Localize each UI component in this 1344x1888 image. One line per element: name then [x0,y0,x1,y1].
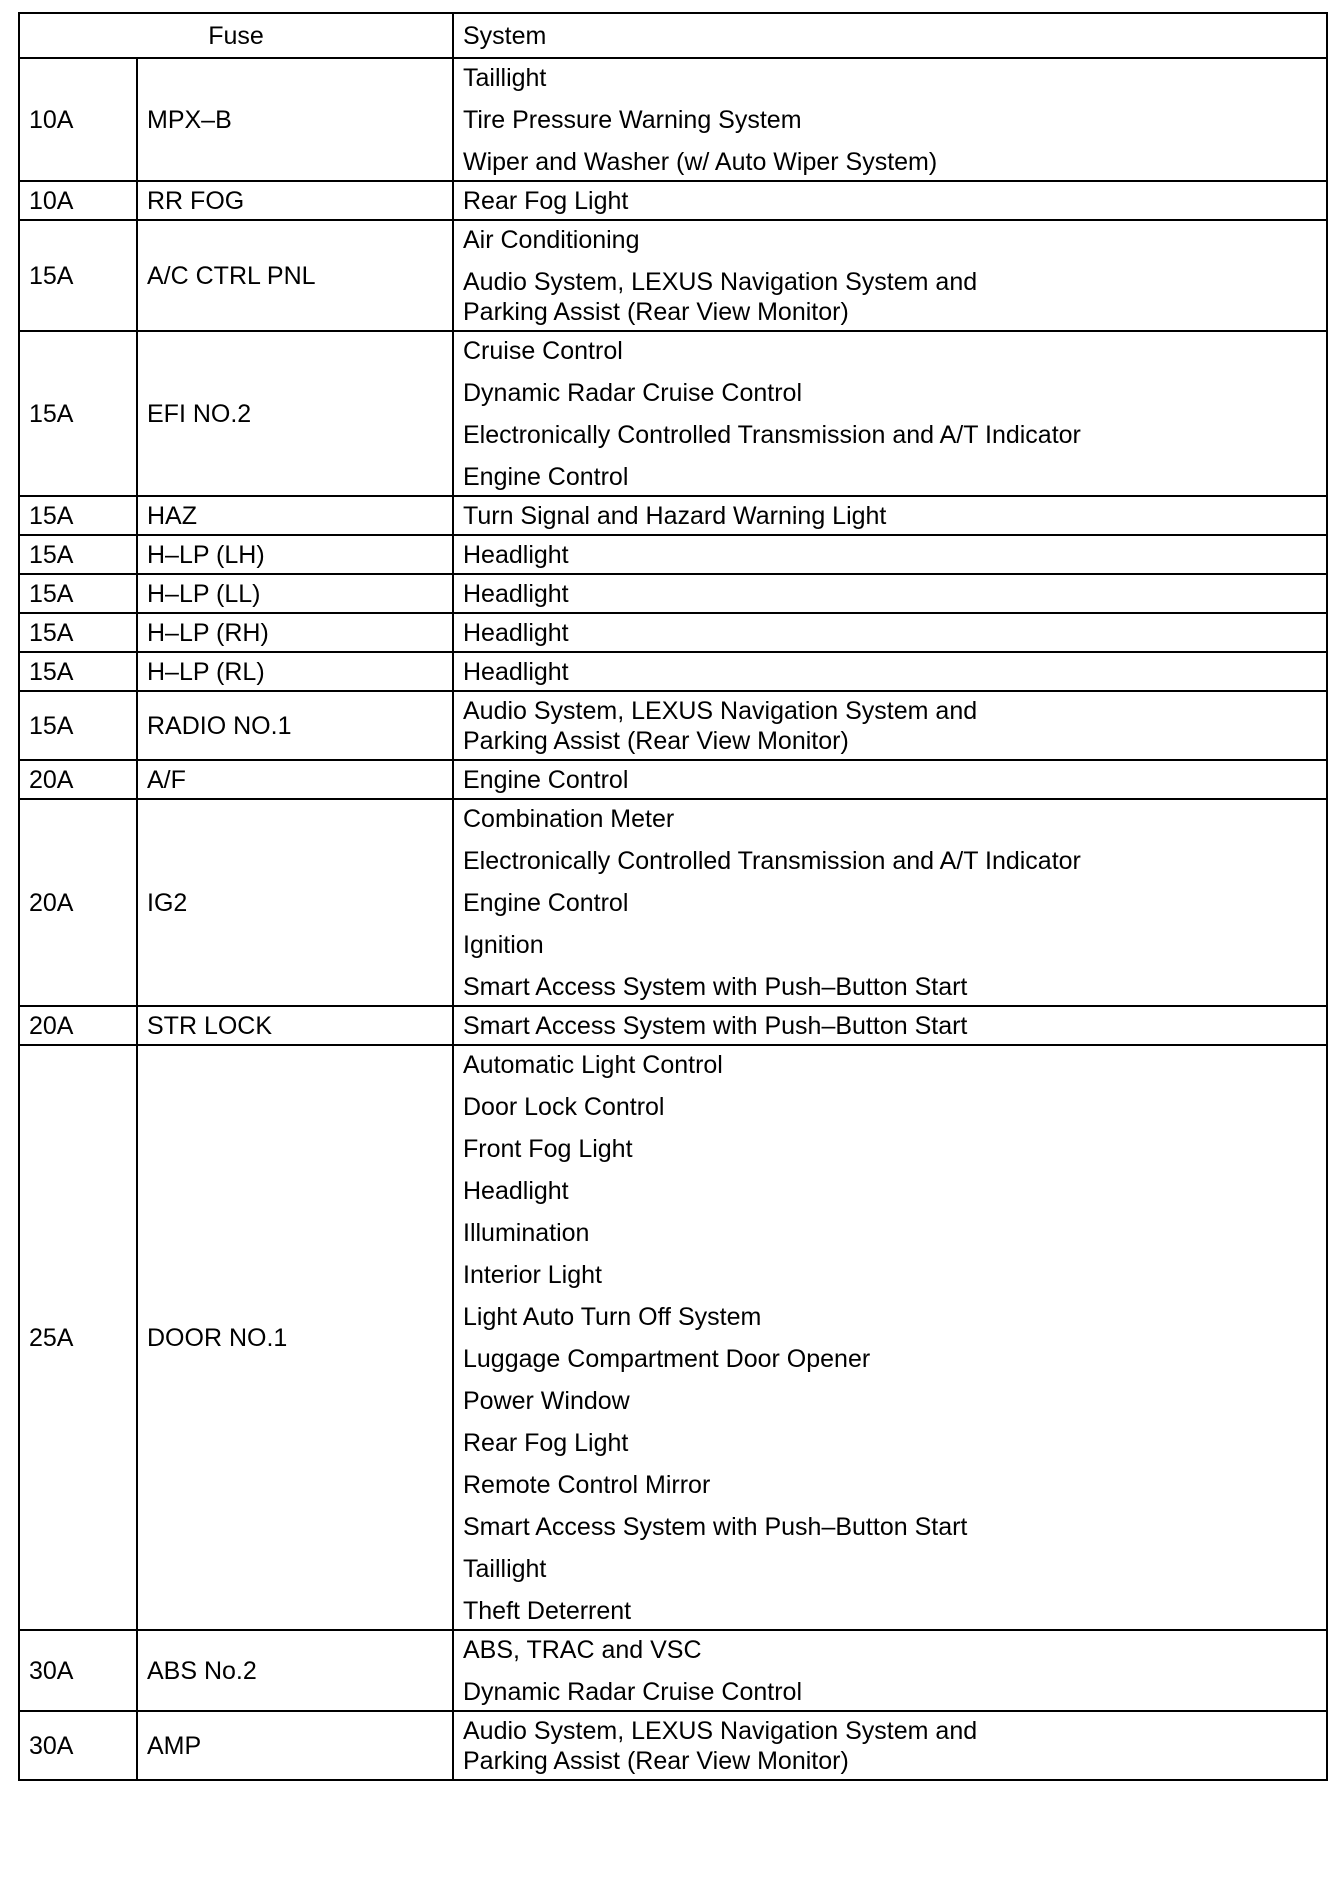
fuse-amperage: 15A [19,613,137,652]
system-entry: Interior Light [463,1261,602,1289]
fuse-name: H–LP (RL) [137,652,453,691]
fuse-name: AMP [137,1711,453,1780]
table-row [19,799,1327,1006]
system-cell [453,613,1327,652]
system-entry: Engine Control [463,463,629,491]
system-entry: ABS, TRAC and VSC [463,1636,702,1664]
system-entry: Front Fog Light [463,1135,633,1163]
fuse-amperage: 15A [19,331,137,496]
fuse-amperage: 15A [19,535,137,574]
system-entry: Dynamic Radar Cruise Control [463,1678,803,1706]
table-row [19,496,1327,535]
system-cell [453,691,1327,760]
table-row [19,613,1327,652]
system-cell [453,652,1327,691]
system-header: System [453,13,1327,58]
system-entry: Smart Access System with Push–Button Start [463,1012,968,1040]
system-entry: Headlight [463,658,569,686]
system-entry: Air Conditioning [463,226,640,254]
system-entry: Electronically Controlled Transmission and A/T Indicator [463,847,1081,875]
system-entry: Cruise Control [463,337,623,365]
system-entry: Dynamic Radar Cruise Control [463,379,803,407]
fuse-name: H–LP (LL) [137,574,453,613]
fuse-amperage: 15A [19,691,137,760]
system-entry: Engine Control [463,766,629,794]
system-entry: Illumination [463,1219,590,1247]
system-entry: Engine Control [463,889,629,917]
system-cell [453,760,1327,799]
table-row [19,691,1327,760]
table-row [19,535,1327,574]
system-entry: Wiper and Washer (w/ Auto Wiper System) [463,148,938,176]
table-row [19,331,1327,496]
system-cell [453,799,1327,1006]
system-cell [453,58,1327,181]
system-cell [453,220,1327,331]
fuse-name: HAZ [137,496,453,535]
fuse-amperage: 20A [19,799,137,1006]
system-entry: Audio System, LEXUS Navigation System and Parking Assist (Rear View Monitor) [463,697,978,755]
fuse-name: EFI NO.2 [137,331,453,496]
system-entry: Power Window [463,1387,630,1415]
system-entry: Taillight [463,64,547,92]
system-entry: Ignition [463,931,544,959]
system-entry: Automatic Light Control [463,1051,723,1079]
system-entry: Headlight [463,619,569,647]
fuse-name: ABS No.2 [137,1630,453,1711]
fuse-name: A/C CTRL PNL [137,220,453,331]
table-row [19,1711,1327,1780]
system-cell [453,181,1327,220]
fuse-amperage: 20A [19,1006,137,1045]
system-entry: Smart Access System with Push–Button Start [463,1513,968,1541]
system-entry: Theft Deterrent [463,1597,632,1625]
system-entry: Smart Access System with Push–Button Start [463,973,968,1001]
fuse-name: RADIO NO.1 [137,691,453,760]
fuse-amperage: 30A [19,1630,137,1711]
fuse-amperage: 10A [19,58,137,181]
fuse-name: A/F [137,760,453,799]
table-row [19,652,1327,691]
system-entry: Electronically Controlled Transmission and A/T Indicator [463,421,1081,449]
fuse-name: MPX–B [137,58,453,181]
system-entry: Headlight [463,1177,569,1205]
table-row [19,574,1327,613]
fuse-name: STR LOCK [137,1006,453,1045]
system-entry: Audio System, LEXUS Navigation System and Parking Assist (Rear View Monitor) [463,268,978,326]
fuse-amperage: 15A [19,574,137,613]
system-entry: Tire Pressure Warning System [463,106,802,134]
fuse-amperage: 15A [19,220,137,331]
system-cell [453,331,1327,496]
fuse-amperage: 30A [19,1711,137,1780]
table-row [19,181,1327,220]
fuse-amperage: 15A [19,496,137,535]
system-cell [453,1006,1327,1045]
table-row [19,1045,1327,1630]
fuse-amperage: 10A [19,181,137,220]
system-entry: Turn Signal and Hazard Warning Light [463,502,887,530]
system-entry: Headlight [463,541,569,569]
system-cell [453,1630,1327,1711]
fuse-amperage: 20A [19,760,137,799]
table-row [19,760,1327,799]
system-entry: Rear Fog Light [463,187,629,215]
system-entry: Luggage Compartment Door Opener [463,1345,871,1373]
table-row [19,1006,1327,1045]
system-cell [453,1711,1327,1780]
system-entry: Audio System, LEXUS Navigation System and Parking Assist (Rear View Monitor) [463,1717,978,1775]
fuse-name: DOOR NO.1 [137,1045,453,1630]
fuse-table [18,12,1328,1781]
fuse-name: H–LP (LH) [137,535,453,574]
system-entry: Rear Fog Light [463,1429,629,1457]
header-row [19,13,1327,58]
fuse-amperage: 25A [19,1045,137,1630]
fuse-header: Fuse [19,13,453,58]
system-entry: Combination Meter [463,805,675,833]
table-row [19,58,1327,181]
system-entry: Taillight [463,1555,547,1583]
system-cell [453,496,1327,535]
system-entry: Light Auto Turn Off System [463,1303,762,1331]
system-entry: Door Lock Control [463,1093,665,1121]
table-row [19,1630,1327,1711]
fuse-name: H–LP (RH) [137,613,453,652]
system-cell [453,535,1327,574]
table-row [19,220,1327,331]
system-entry: Remote Control Mirror [463,1471,711,1499]
fuse-name: RR FOG [137,181,453,220]
system-cell [453,574,1327,613]
system-cell [453,1045,1327,1630]
system-entry: Headlight [463,580,569,608]
fuse-name: IG2 [137,799,453,1006]
fuse-table-body [19,58,1327,1780]
fuse-amperage: 15A [19,652,137,691]
